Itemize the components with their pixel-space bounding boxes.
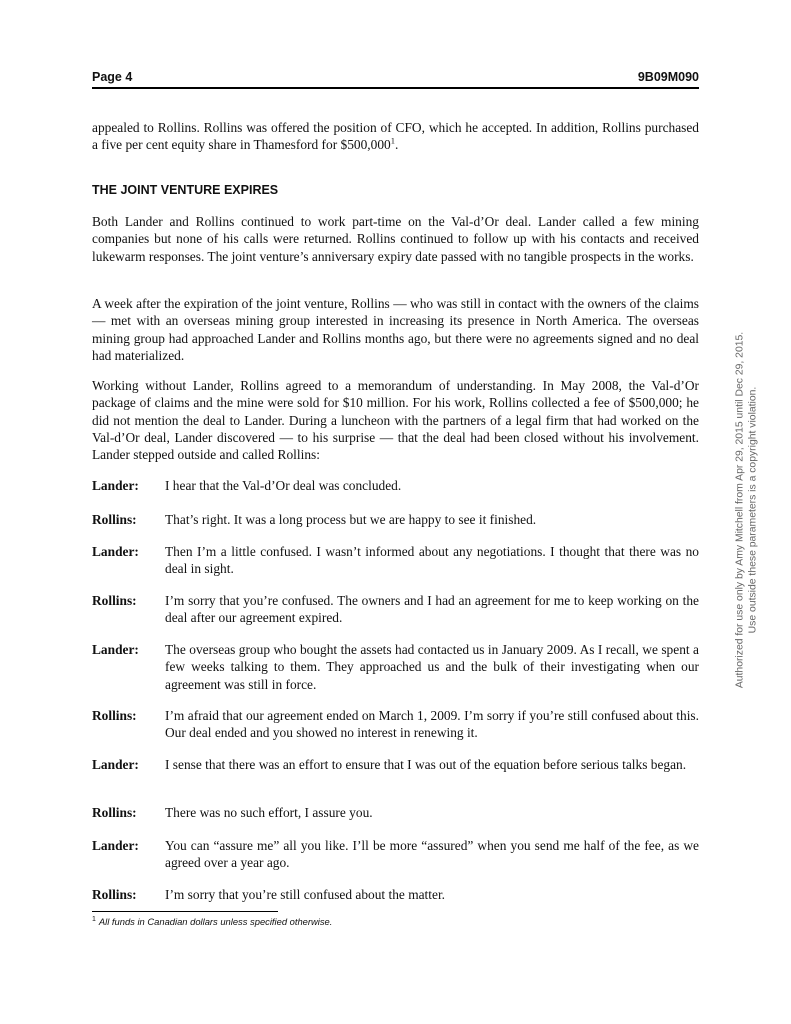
speaker-name: Lander: — [92, 544, 139, 559]
header-divider — [92, 87, 699, 89]
dialogue-text: That’s right. It was a long process but we are happy to see it finished. — [165, 512, 537, 527]
dialogue-text: I’m sorry that you’re still confused about the matter. — [165, 887, 446, 902]
document-code: 9B09M090 — [637, 70, 699, 84]
paragraph-part-time-work: Both Lander and Rollins continued to work part-time on the Val-d’Or deal. Lander called a few mining companies but none of his calls were returned. Rollins continued to follow up with his contacts and received lukewarm responses. The joint venture’s anniversary expiry date passed with no tangible prospects in the works. — [92, 214, 699, 264]
speaker-name: Lander: — [92, 642, 139, 657]
dialogue-text: The overseas group who bought the assets had contacted us in January 2009. As I recall, we spent a few weeks talking to them. They approached us and the bulk of their investigating when our agreement was still in force. — [165, 642, 699, 692]
speaker-name: Lander: — [92, 478, 139, 493]
footnote — [92, 916, 332, 927]
paragraph-cfo-offer-text: appealed to Rollins. Rollins was offered the position of CFO, which he accepted. In addition, Rollins purchased a five per cent equity share in Thamesford for $500,000 — [92, 120, 699, 153]
speaker-name: Rollins: — [92, 512, 137, 527]
section-heading: THE JOINT VENTURE EXPIRES — [92, 183, 279, 197]
speaker-name: Rollins: — [92, 593, 137, 608]
paragraph-overseas-group: A week after the expiration of the joint venture, Rollins — who was still in contact with the owners of the claims — met with an overseas mining group interested in increasing its presence in North America. The overseas mining group had approached Lander and Rollins months ago, but there were no agreements signed and no deal had materialized. — [92, 296, 699, 363]
paragraph-cfo-offer-end: . — [394, 137, 399, 153]
dialogue-text: Then I’m a little confused. I wasn’t informed about any negotiations. I thought that there was no deal in sight. — [165, 544, 699, 577]
speaker-name: Lander: — [92, 838, 139, 853]
footnote-reference: 1 — [390, 135, 395, 146]
dialogue-text: I’m afraid that our agreement ended on March 1, 2009. I’m sorry if you’re still confused about this. Our deal ended and you showed no interest in renewing it. — [165, 708, 699, 741]
dialogue-text: There was no such effort, I assure you. — [165, 805, 373, 820]
speaker-name: Lander: — [92, 757, 139, 772]
dialogue-text: I’m sorry that you’re confused. The owners and I had an agreement for me to keep working on the deal after our agreement expired. — [165, 593, 699, 626]
dialogue-text: I sense that there was an effort to ensure that I was out of the equation before serious talks began. — [165, 757, 687, 772]
watermark-line-1: Authorized for use only by Amy Mitchell from Apr 29, 2015 until Dec 29, 2015. — [734, 331, 746, 689]
speaker-name: Rollins: — [92, 887, 137, 902]
footnote-text: All funds in Canadian dollars unless specified otherwise. — [98, 916, 333, 927]
paragraph-cfo-offer — [92, 119, 699, 154]
watermark-line-2: Use outside these parameters is a copyright violation. — [747, 386, 758, 634]
speaker-name: Rollins: — [92, 708, 137, 723]
speaker-name: Rollins: — [92, 805, 137, 820]
footnote-divider — [92, 911, 278, 912]
dialogue-text: You can “assure me” all you like. I’ll be more “assured” when you send me half of the fee, as we agreed over a year ago. — [165, 838, 699, 871]
paragraph-memorandum: Working without Lander, Rollins agreed to a memorandum of understanding. In May 2008, the Val-d’Or package of claims and the mine were sold for $10 million. For his work, Rollins collected a fee of $500,000; he did not mention the deal to Lander. During a luncheon with the partners of a legal firm that had worked on the Val-d’Or deal, Lander discovered — to his surprise — that the deal had been closed without his involvement. Lander stepped outside and called Rollins: — [92, 378, 699, 463]
page-header — [92, 70, 699, 88]
dialogue-text: I hear that the Val-d’Or deal was concluded. — [165, 478, 402, 493]
footnote-number: 1 — [92, 915, 96, 923]
page-number-label: Page 4 — [92, 70, 133, 84]
